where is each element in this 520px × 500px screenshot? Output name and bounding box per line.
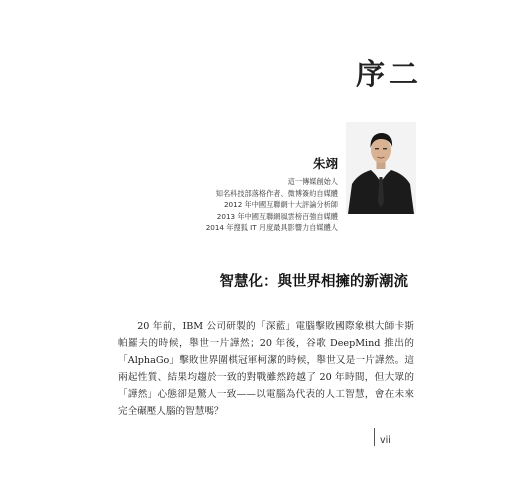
author-portrait-image <box>346 122 416 214</box>
section-heading: 智慧化：與世界相擁的新潮流 <box>219 273 408 290</box>
page-footer <box>374 428 391 446</box>
author-photo <box>346 122 416 214</box>
author-name: 朱翊 <box>312 156 338 171</box>
author-bio-line: 知名科技部落格作者、微博簽約自媒體 <box>215 188 338 198</box>
body-text <box>118 318 414 420</box>
author-bio-line: 這一傳媒創始人 <box>287 177 338 186</box>
page-number: vii <box>380 435 391 446</box>
body-paragraph: 20 年前，IBM 公司研製的「深藍」電腦擊敗國際象棋大師卡斯帕羅夫的時候，舉世一片譁然；20 年後，谷歌 DeepMind 推出的「AlphaGo」擊敗世界圍棋冠軍柯潔的時候，舉世又是一片譁然。這兩起性質、結果均趨於一致的對戰雖然跨越了 20 年時間，但大眾的「譁然」心態卻是驚人一致——以電腦為代表的人工智慧，會在未來完全碾壓人腦的智慧嗎？ <box>118 321 414 417</box>
author-info <box>150 150 338 234</box>
author-bio-line: 2014 年搜狐 IT 月度最具影響力自媒體人 <box>205 223 338 232</box>
chapter-title: 序二 <box>355 57 422 91</box>
author-bio-line: 2012 年中國互聯網十大評論分析師 <box>223 200 338 209</box>
author-bio-line: 2013 年中國互聯網風雲榜百強自媒體 <box>216 211 338 221</box>
